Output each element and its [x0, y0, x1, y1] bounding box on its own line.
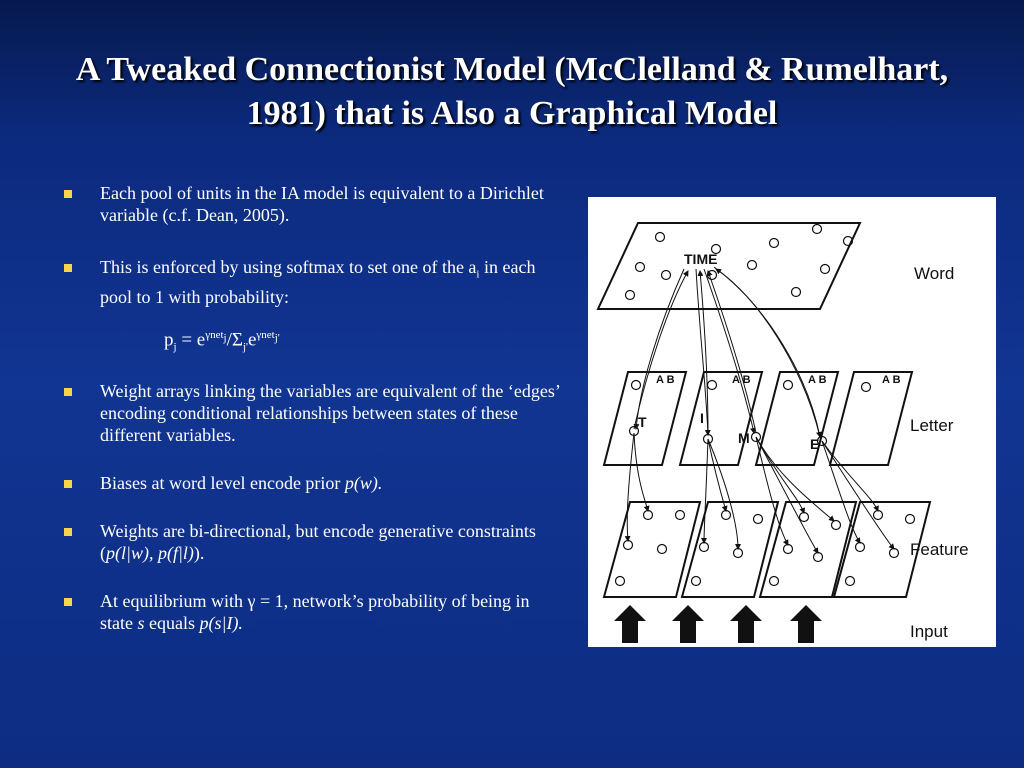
letter-units: [630, 381, 871, 446]
letter-unit-t: T: [638, 414, 647, 430]
bullet-dirichlet: Each pool of units in the IA model is equivalent to a Dirichlet variable (c.f. Dean, 2005).: [62, 182, 562, 226]
letter-ab-label: A B: [732, 374, 751, 386]
letter-unit-e: E: [810, 436, 820, 452]
input-arrows: [614, 605, 822, 643]
bullet-bidirectional: Weights are bi-directional, but encode generative constraints (p(l|w), p(f|l)).: [62, 520, 562, 564]
word-pool: [598, 223, 860, 309]
feature-units: [616, 511, 915, 586]
bullet-equilibrium: At equilibrium with γ = 1, network’s probability of being in state s equals p(s|I).: [62, 590, 562, 634]
letter-ab-label: A B: [882, 374, 901, 386]
softmax-formula: $p_j = e^{\gamma net_j}/\Sigma_{j'}e^{\gamma net_{j'}}$: [164, 328, 280, 353]
level-label-input: Input: [910, 622, 948, 641]
bullet-softmax: This is enforced by using softmax to set one of the $a_i$ in each pool to 1 with probability:: [62, 256, 562, 308]
bullet-weight-arrays: Weight arrays linking the variables are equivalent of the ‘edges’ encoding conditional relationships between states of these different variables.: [62, 380, 562, 446]
bullet-list: [62, 182, 562, 634]
level-label-feature: Feature: [910, 540, 969, 559]
letter-ab-label: A B: [656, 374, 675, 386]
level-label-letter: Letter: [910, 416, 954, 435]
level-label-word: Word: [914, 264, 955, 283]
letter-unit-m: M: [738, 430, 750, 446]
letter-ab-label: A B: [808, 374, 827, 386]
letter-pools: [604, 372, 912, 465]
bullet-biases: Biases at word level encode prior p(w).: [62, 472, 562, 494]
letter-unit-i: I: [700, 410, 704, 426]
ia-model-diagram: [588, 197, 996, 647]
word-unit-label: TIME: [684, 251, 718, 267]
slide-title: A Tweaked Connectionist Model (McClelland & Rumelhart, 1981) that is Also a Graphical Model: [75, 51, 949, 132]
